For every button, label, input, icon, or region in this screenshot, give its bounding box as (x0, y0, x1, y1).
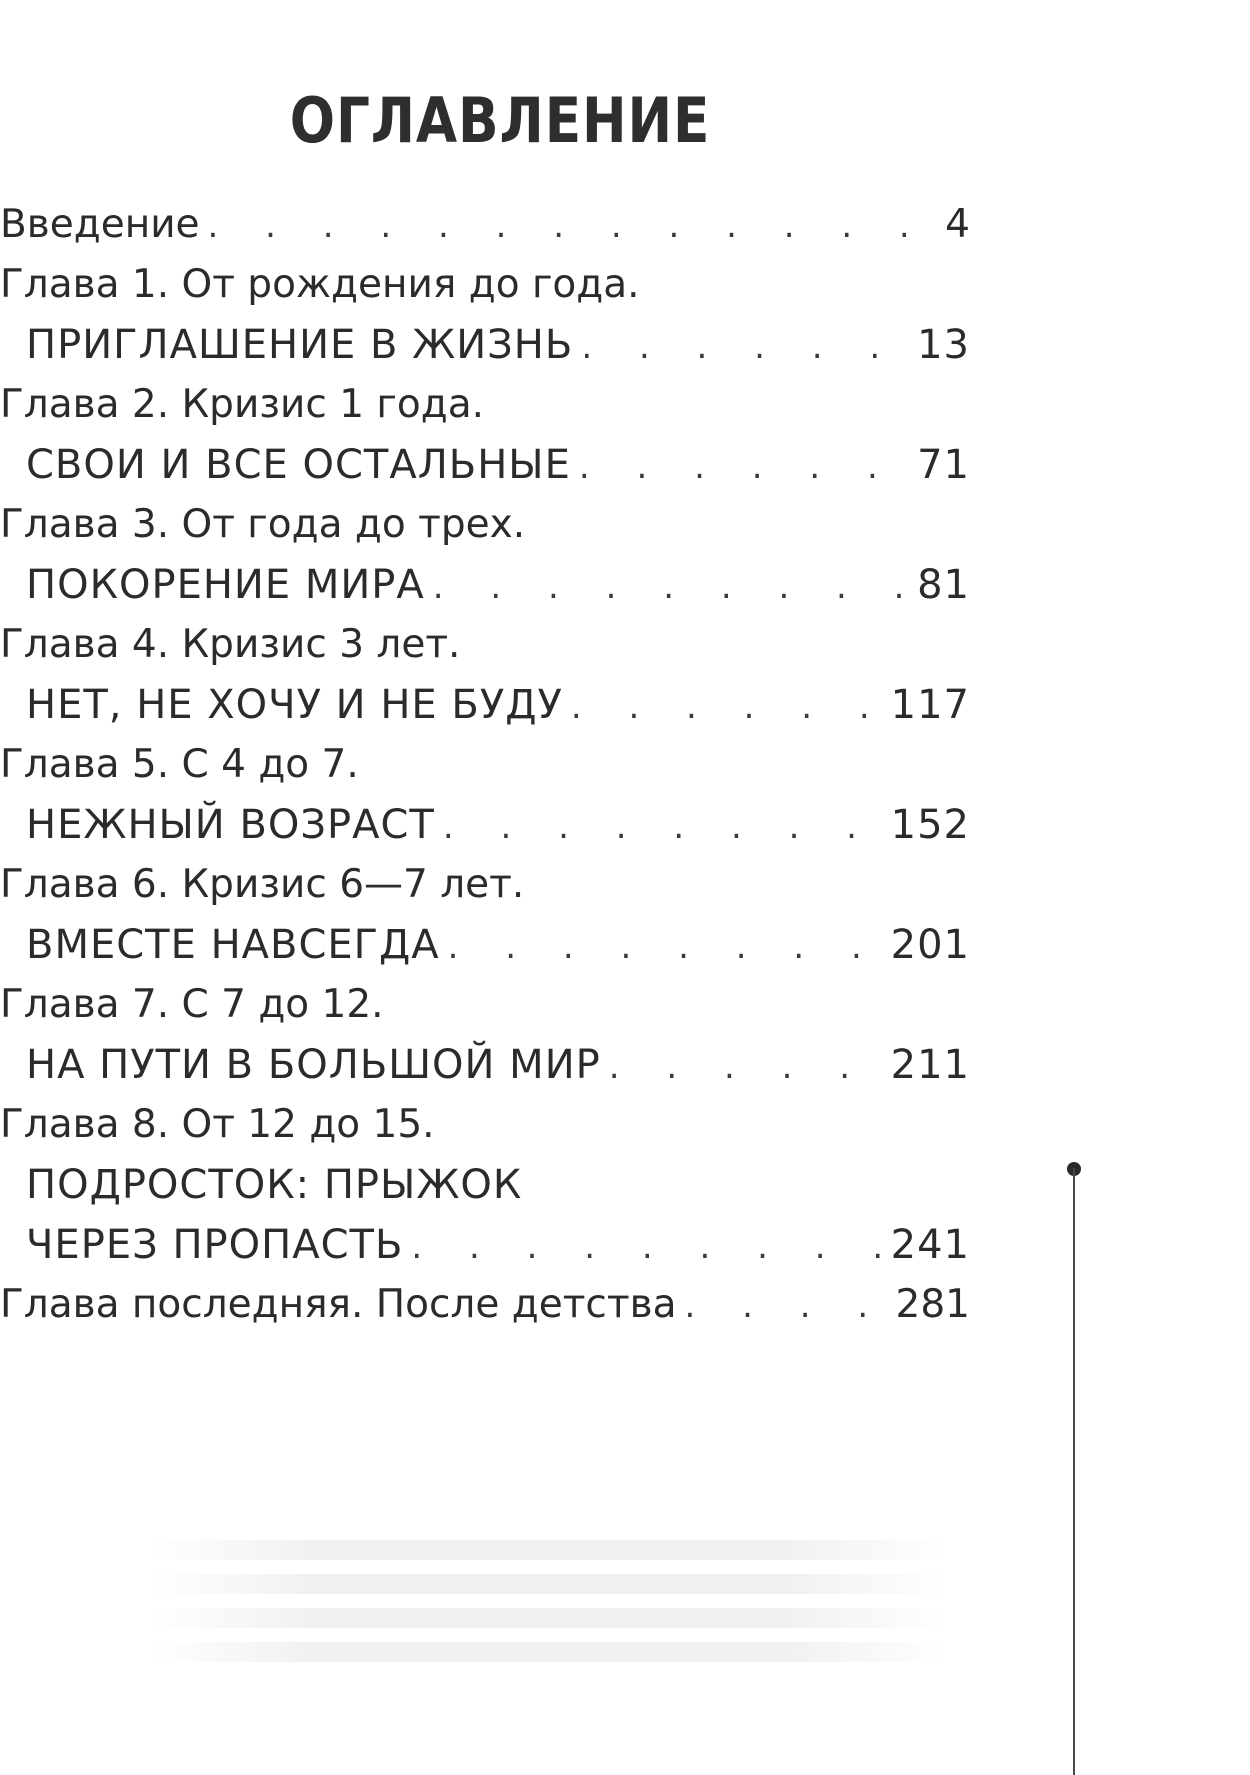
toc-page-number: 81 (917, 562, 970, 608)
margin-rule (1073, 1168, 1075, 1775)
chapter-title: НЕЖНЫЙ ВОЗРАСТ (26, 802, 435, 848)
dot-leader (609, 1037, 883, 1097)
toc-line (0, 615, 970, 675)
toc-page-number: 13 (917, 322, 970, 368)
toc-page-number: 241 (890, 1222, 970, 1268)
chapter-title: НЕТ, НЕ ХОЧУ И НЕ БУДУ (26, 682, 563, 728)
table-of-contents (0, 195, 970, 1335)
bleed-through-text (150, 1540, 950, 1676)
toc-page-number: 4 (945, 202, 970, 247)
toc-page-number: 117 (890, 682, 970, 728)
toc-line (0, 735, 970, 795)
dot-leader (684, 1276, 887, 1336)
toc-entry-chapter-4 (0, 615, 970, 735)
bleed-line (150, 1608, 950, 1628)
bleed-line (150, 1642, 950, 1662)
toc-line (0, 495, 970, 555)
chapter-title: ПРИГЛАШЕНИЕ В ЖИЗНЬ (26, 322, 574, 368)
chapter-title: СВОИ И ВСЕ ОСТАЛЬНЫЕ (26, 442, 571, 488)
chapter-heading: Глава 3. От года до трех. (0, 502, 526, 547)
dot-leader (443, 797, 883, 857)
toc-line (0, 855, 970, 915)
toc-line[interactable] (0, 195, 970, 255)
toc-line[interactable] (0, 315, 970, 375)
chapter-heading: Глава 1. От рождения до года. (0, 262, 640, 307)
chapter-title: ВМЕСТЕ НАВСЕГДА (26, 922, 440, 968)
bleed-line (150, 1574, 950, 1594)
bleed-line (150, 1540, 950, 1560)
toc-page-number: 71 (917, 442, 970, 488)
chapter-title-continued: ЧЕРЕЗ ПРОПАСТЬ (26, 1222, 404, 1268)
toc-line[interactable] (0, 1035, 970, 1095)
chapter-title: НА ПУТИ В БОЛЬШОЙ МИР (26, 1042, 601, 1088)
toc-line (0, 975, 970, 1035)
chapter-title: ПОКОРЕНИЕ МИРА (26, 562, 425, 608)
toc-line (0, 255, 970, 315)
toc-entry-chapter-8 (0, 1095, 970, 1275)
toc-line[interactable] (0, 795, 970, 855)
toc-page-number: 211 (890, 1042, 970, 1088)
chapter-title: ПОДРОСТОК: ПРЫЖОК (26, 1162, 523, 1208)
toc-entry-chapter-6 (0, 855, 970, 975)
toc-entry-final-chapter (0, 1275, 970, 1335)
toc-entry-chapter-3 (0, 495, 970, 615)
chapter-heading: Глава 7. С 7 до 12. (0, 982, 384, 1027)
chapter-heading: Глава 2. Кризис 1 года. (0, 382, 485, 427)
toc-page-number: 281 (895, 1282, 970, 1327)
toc-line[interactable] (0, 1275, 970, 1335)
dot-leader (433, 557, 909, 617)
dot-leader (208, 196, 922, 256)
toc-line[interactable] (0, 675, 970, 735)
toc-line[interactable] (0, 435, 970, 495)
dot-leader (579, 437, 909, 497)
toc-line (0, 375, 970, 435)
dot-leader (581, 317, 909, 377)
toc-line[interactable] (0, 915, 970, 975)
toc-entry-chapter-1 (0, 255, 970, 375)
page-title: ОГЛАВЛЕНИЕ (289, 83, 711, 157)
chapter-heading: Глава 5. С 4 до 7. (0, 742, 359, 787)
toc-entry-title: Введение (0, 202, 200, 247)
toc-entry-chapter-7 (0, 975, 970, 1095)
toc-line[interactable] (0, 555, 970, 615)
toc-entry-chapter-2 (0, 375, 970, 495)
chapter-heading: Глава 6. Кризис 6—7 лет. (0, 862, 525, 907)
dot-leader (448, 917, 883, 977)
chapter-heading: Глава 8. От 12 до 15. (0, 1102, 435, 1147)
toc-line (0, 1155, 970, 1215)
toc-entry-chapter-5 (0, 735, 970, 855)
toc-entry-title: Глава последняя. После детства (0, 1282, 677, 1327)
dot-leader (411, 1217, 882, 1277)
toc-entry-introduction (0, 195, 970, 255)
toc-line[interactable] (0, 1215, 970, 1275)
toc-page-number: 201 (890, 922, 970, 968)
chapter-heading: Глава 4. Кризис 3 лет. (0, 622, 461, 667)
dot-leader (571, 677, 883, 737)
toc-page-number: 152 (890, 802, 970, 848)
toc-line (0, 1095, 970, 1155)
